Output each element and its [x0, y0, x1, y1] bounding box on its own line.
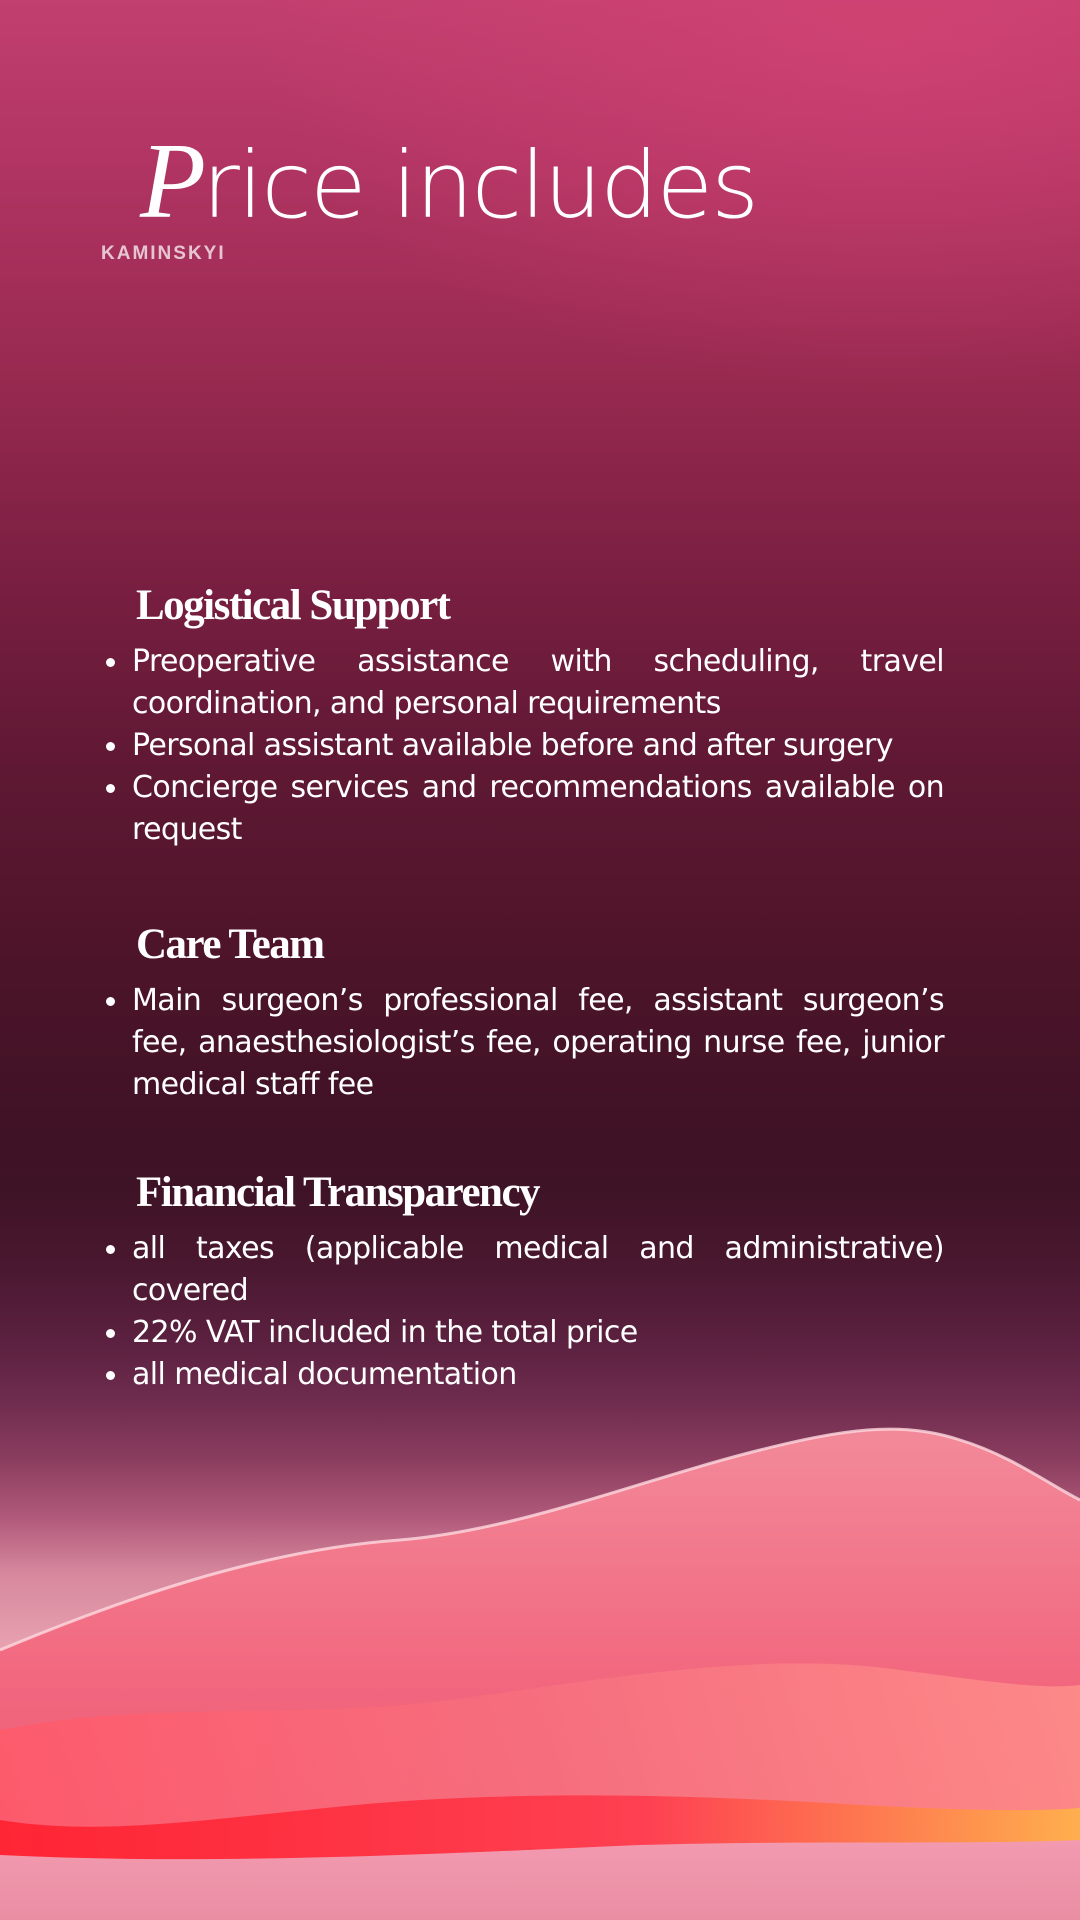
list-item-text: 22% VAT included in the total price	[132, 1315, 638, 1350]
bullet-dot-icon	[106, 1371, 115, 1380]
list-item	[100, 1354, 944, 1396]
list-item-text: all medical documentation	[132, 1357, 517, 1392]
bullet-list	[100, 641, 944, 851]
title-rest: rice includes	[201, 132, 758, 239]
list-item	[100, 767, 944, 851]
list-item	[100, 980, 944, 1106]
bullet-dot-icon	[106, 658, 115, 667]
page-title	[140, 122, 758, 241]
list-item	[100, 725, 944, 767]
section-heading: Care Team	[136, 921, 324, 968]
bullet-dot-icon	[106, 784, 115, 793]
section-care-team	[100, 923, 944, 1106]
list-item	[100, 641, 944, 725]
list-item-text: Preoperative assistance with scheduling, travel coordination, and personal requirements	[132, 644, 944, 721]
background-dunes-image	[0, 1400, 1080, 1920]
bullet-dot-icon	[106, 742, 115, 751]
bullet-dot-icon	[106, 1245, 115, 1254]
list-item	[100, 1312, 944, 1354]
list-item-text: Concierge services and recommendations available on request	[132, 770, 944, 847]
list-item	[100, 1228, 944, 1312]
bullet-dot-icon	[106, 997, 115, 1006]
bullet-list	[100, 980, 944, 1106]
bullet-list	[100, 1228, 944, 1396]
list-item-text: all taxes (applicable medical and administrative) covered	[132, 1231, 944, 1308]
list-item-text: Personal assistant available before and after surgery	[132, 728, 893, 763]
list-item-text: Main surgeon’s professional fee, assistant surgeon’s fee, anaesthesiologist’s fee, operating nurse fee, junior medical staff fee	[132, 983, 944, 1102]
brand-logo: KAMINSKYI	[101, 243, 226, 264]
bullet-dot-icon	[106, 1329, 115, 1338]
section-financial-transparency	[100, 1171, 944, 1396]
section-heading: Financial Transparency	[136, 1169, 540, 1216]
title-initial: P	[140, 122, 206, 241]
section-heading: Logistical Support	[136, 582, 450, 629]
section-logistical-support	[100, 584, 944, 851]
